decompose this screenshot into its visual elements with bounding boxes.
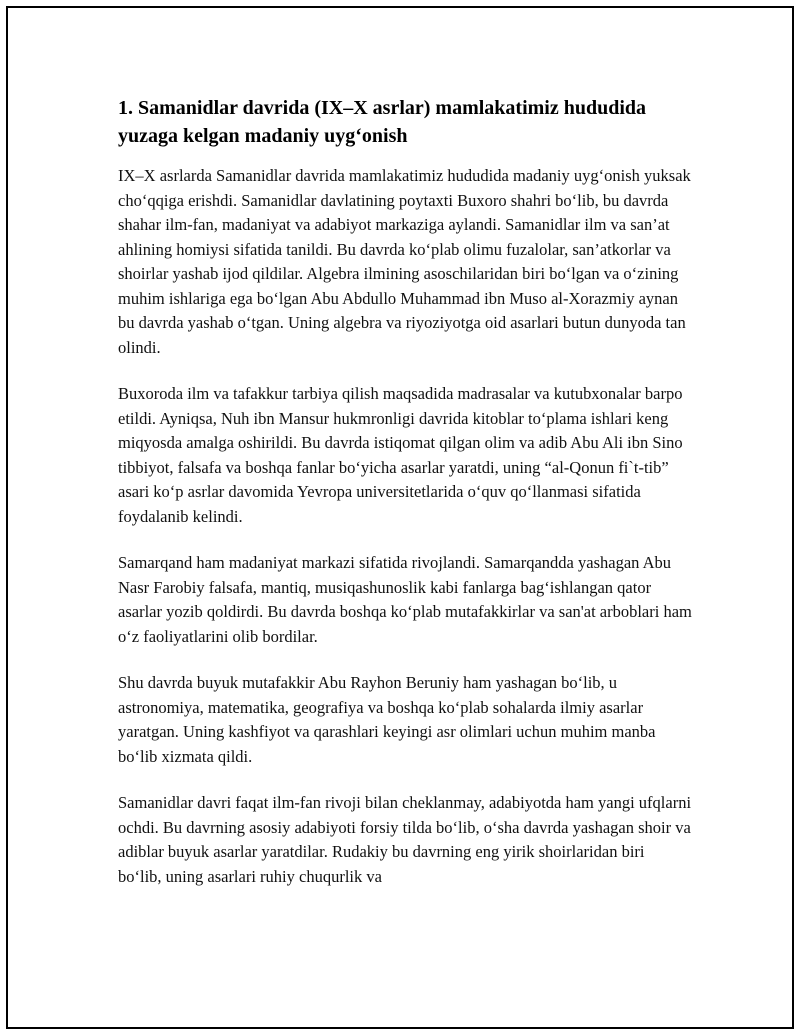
paragraph: Shu davrda buyuk mutafakkir Abu Rayhon Beruniy ham yashagan bo‘lib, u astronomiya, matematika, geografiya va boshqa ko‘plab sohalarda ilmiy asarlar yaratgan. Uning kashfiyot va qarashlari keyingi asr olimlari uchun muhim manba bo‘lib xizmata qildi.: [118, 673, 656, 766]
paragraph: Buxoroda ilm va tafakkur tarbiya qilish maqsadida madrasalar va kutubxonalar barpo etildi. Ayniqsa, Nuh ibn Mansur hukmronligi davrida kitoblar to‘plama ishlari keng miqyosda amalga oshirildi. Bu davrda istiqomat qilgan olim va adib Abu Ali ibn Sino tibbiyot, falsafa va boshqa fanlar bo‘yicha asarlar yaratdi, uning “al-Qonun fi`t-tib” asari ko‘p asrlar davomida Yevropa universitetlarida o‘quv qo‘llanmasi sifatida foydalanib kelindi.: [118, 384, 683, 526]
paragraph: Samarqand ham madaniyat markazi sifatida rivojlandi. Samarqandda yashagan Abu Nasr Farobiy falsafa, mantiq, musiqashunoslik kabi fanlarga bag‘ishlangan qator asarlar yozib qoldirdi. Bu davrda boshqa ko‘plab mutafakkirlar va san'at arboblari ham o‘z faoliyatlarini olib bordilar.: [118, 553, 692, 646]
paragraph: Samanidlar davri faqat ilm-fan rivoji bilan cheklanmay, adabiyotda ham yangi ufqlarni ochdi. Bu davrning asosiy adabiyoti forsiy tilda bo‘lib, o‘sha davrda yashagan shoir va adiblar buyuk asarlar yaratdilar. Rudakiy bu davrning eng yirik shoirlaridan biri bo‘lib, uning asarlari ruhiy chuqurlik va: [118, 793, 692, 886]
document-body: [118, 94, 692, 911]
section-heading: 1. Samanidlar davrida (IX–X asrlar) mamlakatimiz hududida yuzaga kelgan madaniy uyg‘onish: [118, 97, 647, 147]
paragraph: IX–X asrlarda Samanidlar davrida mamlakatimiz hududida madaniy uyg‘onish yuksak cho‘qqiga erishdi. Samanidlar davlatining poytaxti Buxoro shahri bo‘lib, bu davrda shahar ilm-fan, madaniyat va adabiyot markaziga aylandi. Samanidlar ilm va san’at ahlining homiysi sifatida tanildi. Bu davrda ko‘plab olimu fuzalolar, san’atkorlar va shoirlar yashab ijod qildilar. Algebra ilmining asoschilaridan biri bo‘lgan va o‘zining muhim ishlariga ega bo‘lgan Abu Abdullo Muhammad ibn Muso al-Xorazmiy aynan bu davrda yashab o‘tgan. Uning algebra va riyoziyotga oid asarlari butun dunyoda tan olindi.: [118, 166, 691, 357]
document-page: [6, 6, 794, 1029]
